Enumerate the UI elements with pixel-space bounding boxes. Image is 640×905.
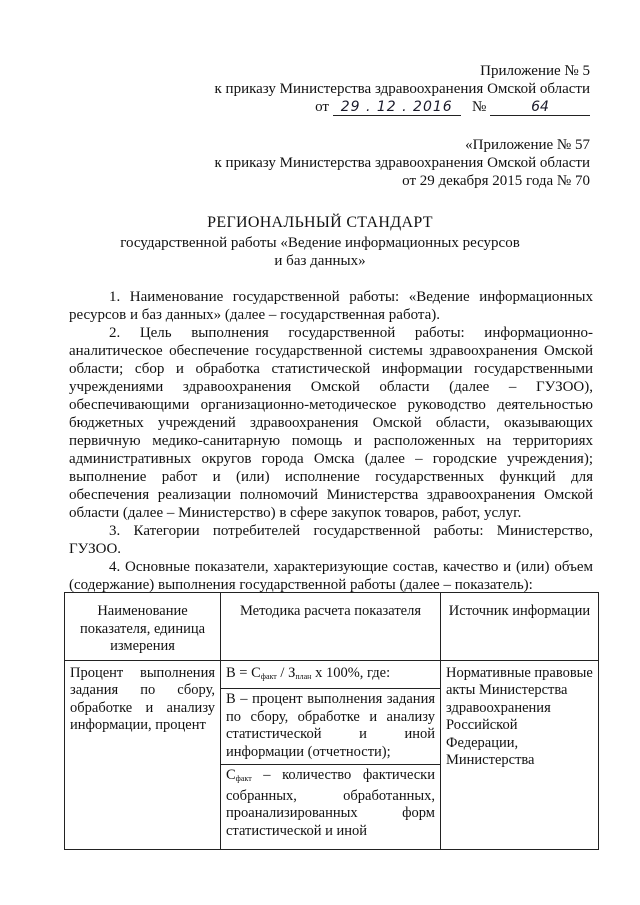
info-source-cell: Нормативные правовые акты Министерства здравоохранения Российской Федерации, Министерства xyxy=(441,660,599,849)
handwritten-date: 29 . 12 . 2016 xyxy=(333,100,461,116)
document-subtitle-1: государственной работы «Ведение информационных ресурсов xyxy=(120,235,520,251)
definition-b: В – процент выполнения задания по сбору, обработке и анализу статистической и иной информации (отчетности); xyxy=(221,688,440,761)
handwritten-number: 64 xyxy=(490,100,590,116)
table-row xyxy=(65,660,599,849)
number-prefix: № xyxy=(471,99,487,115)
paragraph-3: 3. Категории потребителей государственной работы: Министерство, ГУЗОО. xyxy=(69,523,593,557)
indicators-table xyxy=(64,592,599,850)
old-appendix-line2: к приказу Министерства здравоохранения Омской области xyxy=(214,155,590,171)
appendix-date-line xyxy=(315,98,590,116)
paragraph-4: 4. Основные показатели, характеризующие состав, качество и (или) объем (содержание) выполнения государственной работы (далее – показатель): xyxy=(69,559,593,593)
date-prefix: от xyxy=(315,99,329,115)
appendix-line2: к приказу Министерства здравоохранения Омской области xyxy=(214,81,590,97)
document-title: РЕГИОНАЛЬНЫЙ СТАНДАРТ xyxy=(207,214,433,231)
table-header-row xyxy=(65,593,599,661)
header-info-source: Источник информации xyxy=(441,593,599,661)
old-appendix-line3: от 29 декабря 2015 года № 70 xyxy=(402,173,590,189)
paragraph-2: 2. Цель выполнения государственной работы: информационно-аналитическое обеспечение государственной системы здравоохранения Омской области; сбор и обработка статистической информации государственными учреждениями здравоохранения Омской области (далее – ГУЗОО), обеспечивающими организационно-методическое руководство деятельностью бюджетных учреждений здравоохранения Омской области, оказывающих первичную медико-санитарную помощь и расположенных на территориях административных округов города Омска (далее – городские учреждения); выполнение работ и (или) исполнение государственных функций для обеспечения реализации полномочий Министерства здравоохранения Омской области (далее – Министерство) в сфере закупок товаров, работ, услуг. xyxy=(69,325,593,521)
formula: $В = С_{факт} / З_{план}$ х 100%, где: xyxy=(226,664,391,681)
document-subtitle-2: и баз данных» xyxy=(274,253,366,269)
header-indicator-name: Наименование показателя, единица измерения xyxy=(65,593,221,661)
calc-method-cell xyxy=(221,660,441,849)
header-calc-method: Методика расчета показателя xyxy=(221,593,441,661)
indicator-name-cell: Процент выполнения задания по сбору, обработке и анализу информации, процент xyxy=(65,660,221,849)
appendix-line1: Приложение № 5 xyxy=(480,63,590,79)
definition-c: $С_{факт}$ – количество фактически собранных, обработанных, проанализированных форм статистической и иной xyxy=(221,764,440,840)
old-appendix-line1: «Приложение № 57 xyxy=(465,137,590,153)
paragraph-1: 1. Наименование государственной работы: «Ведение информационных ресурсов и баз данных» (далее – государственная работа). xyxy=(69,289,593,323)
document-body xyxy=(69,288,593,594)
